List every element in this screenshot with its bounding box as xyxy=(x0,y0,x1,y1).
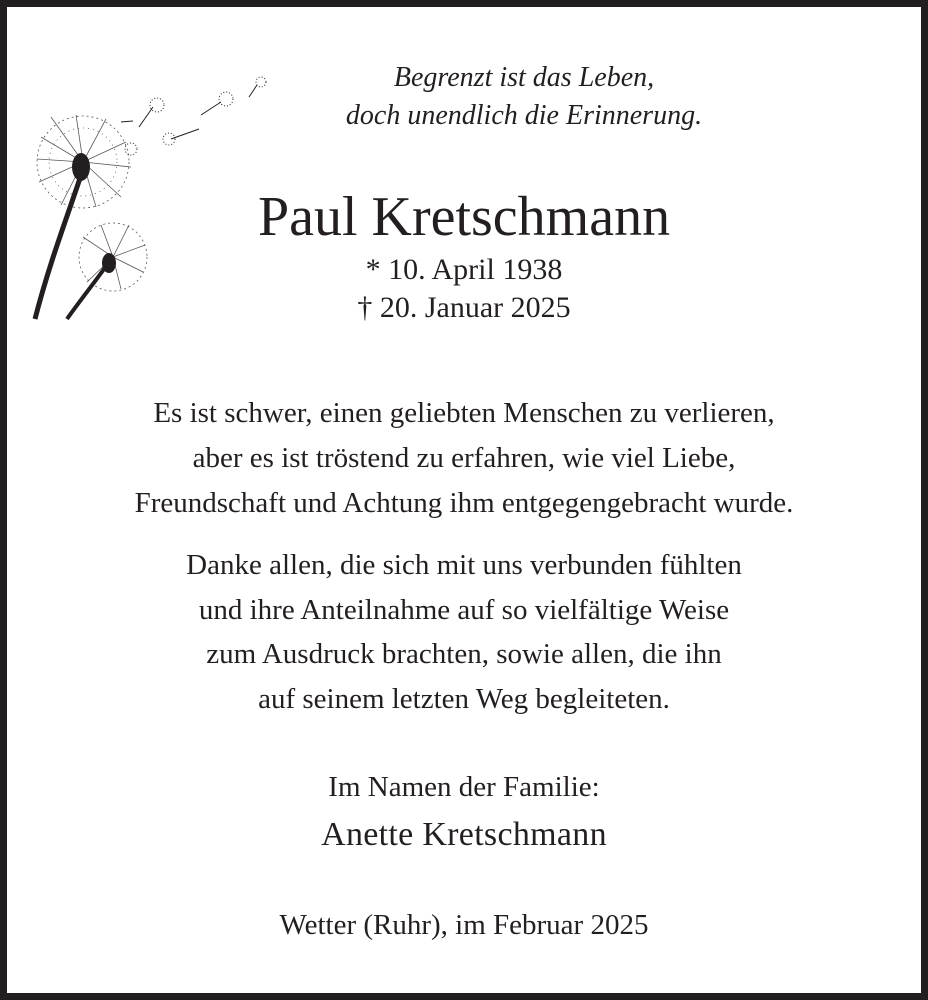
motto-line-2: doch unendlich die Erinnerung. xyxy=(345,100,703,131)
paragraph-line: und ihre Anteilnahme auf so vielfältige Weise xyxy=(198,593,730,626)
signature-name: Anette Kretschmann xyxy=(321,816,607,853)
paragraph-line: auf seinem letzten Weg begleiteten. xyxy=(258,682,670,715)
deceased-name: Paul Kretschmann xyxy=(257,186,671,248)
motto xyxy=(67,59,928,135)
place-and-date: Wetter (Ruhr), im Februar 2025 xyxy=(279,909,649,941)
paragraph-line: Danke allen, die sich mit uns verbunden fühlten xyxy=(186,549,742,581)
signature-label: Im Namen der Familie: xyxy=(328,771,600,803)
birth-date: * 10. April 1938 xyxy=(365,253,563,286)
paragraph-line: aber es ist tröstend zu erfahren, wie viel Liebe, xyxy=(192,442,736,474)
condolence-paragraph-1 xyxy=(7,391,921,526)
life-dates xyxy=(7,251,921,327)
motto-line-1: Begrenzt ist das Leben, xyxy=(393,62,655,93)
thanks-paragraph xyxy=(7,543,921,721)
paragraph-line: Freundschaft und Achtung ihm entgegengebracht wurde. xyxy=(134,487,794,519)
paragraph-line: zum Ausdruck brachten, sowie allen, die ihn xyxy=(206,638,722,670)
death-date: † 20. Januar 2025 xyxy=(357,291,571,324)
paragraph-line: Es ist schwer, einen geliebten Menschen zu verlieren, xyxy=(153,397,775,429)
